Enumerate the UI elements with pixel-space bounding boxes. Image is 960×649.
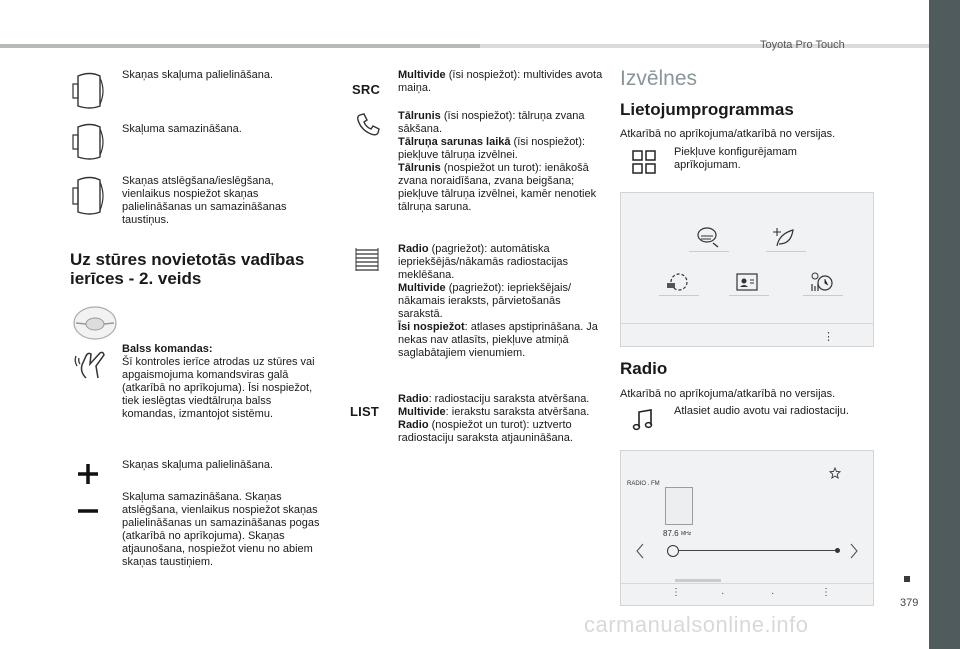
sms-underline [689, 251, 729, 252]
radio-bold-1: Radio [398, 243, 429, 255]
radio-menu-icon[interactable]: ⋮ [671, 587, 681, 598]
voice-commands-text: Šī kontroles ierīce atrodas uz stūres vai apgaismojuma komandsviras galā (atkarībā no aprīkojuma). Īsi nospiežot, tiek ieslēgtas viedtālruņa balss komandas, izmantojot sistēmu. [122, 356, 315, 420]
music-note-icon [632, 409, 654, 431]
phone-desc-1: (īsi nospiežot): tālruņa zvana sākšana. [398, 110, 585, 135]
apps-screen-area [621, 193, 873, 324]
header-rule-left [0, 44, 480, 48]
radio-desc: Atlasiet audio avotu vai radiostaciju. [674, 405, 849, 417]
radio-dot-1: · [721, 588, 725, 599]
volume-down-text: Skaļuma samazināšana. [122, 123, 242, 135]
steering-volume-down-icon [70, 123, 110, 161]
frequency-slider-track[interactable] [673, 550, 837, 551]
more-options-icon: ⋮ [823, 331, 834, 343]
radio-heading: Radio [620, 359, 668, 378]
radio-wheel-text [398, 243, 603, 360]
station-artwork [665, 487, 693, 525]
frequency-slider-knob[interactable] [667, 545, 679, 557]
radio-bold-2: Multivide [398, 282, 446, 294]
phone-desc-3: (nospiežot un turot): ienākošā zvana noraidīšana, zvana beigšana; piekļuve tālruņa izvēlnei, kamēr nenotiek tālruņa saruna. [398, 162, 597, 213]
phone-bold-1: Tālrunis [398, 110, 441, 122]
radio-options-icon[interactable]: ⋮ [821, 587, 831, 598]
mute-text: Skaņas atslēgšana/ieslēgšana, vienlaikus nospiežot skaņas palielināšanas un samazināšanas taustiņus. [122, 175, 287, 226]
apps-heading: Lietojumprogrammas [620, 100, 794, 119]
steering-wheel-icon [72, 305, 118, 341]
src-bold: Multivide [398, 69, 446, 81]
sms-icon [696, 226, 720, 248]
phone-bold-3: Tālrunis [398, 162, 441, 174]
voice-commands-label: Balss komandas: [122, 343, 213, 355]
radio-screen-tab-indicator [675, 579, 721, 582]
volume-up-text: Skaņas skaļuma palielināšana. [122, 69, 274, 81]
steering-mute-icon [70, 176, 110, 216]
phone-text [398, 110, 603, 214]
contacts-underline [729, 295, 769, 296]
section-title-menus: Izvēlnes [620, 67, 698, 90]
eco-leaf-icon [771, 226, 797, 248]
page-number: 379 [900, 597, 919, 609]
contacts-icon [736, 273, 758, 291]
vehicle-underline [659, 295, 699, 296]
apps-screen-illustration [620, 192, 874, 347]
radio-screen-divider [621, 583, 873, 584]
list-bold-1: Radio [398, 393, 429, 405]
list-desc-2: : ierakstu saraksta atvēršana. [445, 406, 590, 418]
eco-underline [766, 251, 806, 252]
minus-icon [76, 508, 100, 514]
src-button-label: SRC [352, 82, 381, 97]
src-text [398, 69, 603, 95]
minus-text: Skaļuma samazināšana. Skaņas atslēgšana, vienlaikus nospiežot skaņas palielināšanas un samazināšanas pogas (atkarībā no aprīkojuma). Skaņas atjaunošana, nospiežot vienu no abiem skaņas taustiņiem. [122, 491, 320, 568]
phone-icon [355, 111, 381, 137]
radio-bold-3: Īsi nospiežot [398, 321, 465, 333]
favorite-star-icon [829, 467, 841, 479]
continue-marker [904, 576, 910, 582]
radio-note: Atkarībā no aprīkojuma/atkarībā no versijas. [620, 388, 836, 400]
apps-grid-icon [632, 150, 656, 174]
plus-text: Skaņas skaļuma palielināšana. [122, 459, 274, 471]
frequency-value: 87.6 [663, 529, 679, 538]
list-desc-3: (nospiežot un turot): uztverto radiostaciju saraksta atjaunināšana. [398, 419, 573, 444]
frequency-unit: MHz [681, 531, 692, 537]
src-desc: (īsi nospiežot): multivides avota maiņa. [398, 69, 603, 94]
watermark: carmanualsonline.info [584, 612, 809, 637]
vehicle-settings-icon [665, 271, 691, 293]
radio-desc-2: (pagriežot): iepriekšējais/ nākamais ieraksts, pārvietošanās sarakstā. [398, 282, 572, 320]
list-desc-1: : radiostaciju saraksta atvēršana. [428, 393, 590, 405]
timer-settings-icon [809, 271, 835, 293]
phone-bold-2: Tālruņa sarunas laikā [398, 136, 511, 148]
frequency-slider-end [835, 548, 840, 553]
page-header-title: Toyota Pro Touch [760, 39, 845, 51]
voice-command-hand-icon [72, 348, 108, 380]
radio-desc-3: : atlases apstiprināšana. Ja nekas nav atlasīts, piekļuve atmiņā saglabātajiem vienumiem. [398, 321, 598, 359]
side-tab-bar [929, 0, 960, 649]
radio-desc-1: (pagriežot): automātiska iepriekšējās/nākamās radiostacijas meklēšana. [398, 243, 568, 281]
section-heading-controls: Uz stūres novietotās vadības ierīces - 2. veids [70, 250, 305, 288]
previous-chevron-icon[interactable] [635, 543, 645, 559]
radio-screen-illustration [620, 450, 874, 606]
next-chevron-icon[interactable] [849, 543, 859, 559]
apps-note: Atkarībā no aprīkojuma/atkarībā no versijas. [620, 128, 836, 140]
phone-desc-2: (īsi nospiežot): piekļuve tālruņa izvēlnei. [398, 136, 586, 161]
steering-volume-up-icon [70, 72, 110, 110]
list-bold-3: Radio [398, 419, 429, 431]
radio-dot-2: · [771, 588, 775, 599]
apps-desc: Piekļuve konfigurējamam aprīkojumam. [674, 146, 797, 171]
timer-underline [803, 295, 843, 296]
list-text [398, 393, 603, 445]
scroll-wheel-icon [354, 247, 380, 271]
list-button-label: LIST [350, 404, 379, 419]
radio-band-label: RADIO . FM [627, 481, 660, 487]
list-bold-2: Multivide [398, 406, 446, 418]
plus-icon [76, 462, 100, 486]
voice-commands-block [122, 343, 322, 421]
